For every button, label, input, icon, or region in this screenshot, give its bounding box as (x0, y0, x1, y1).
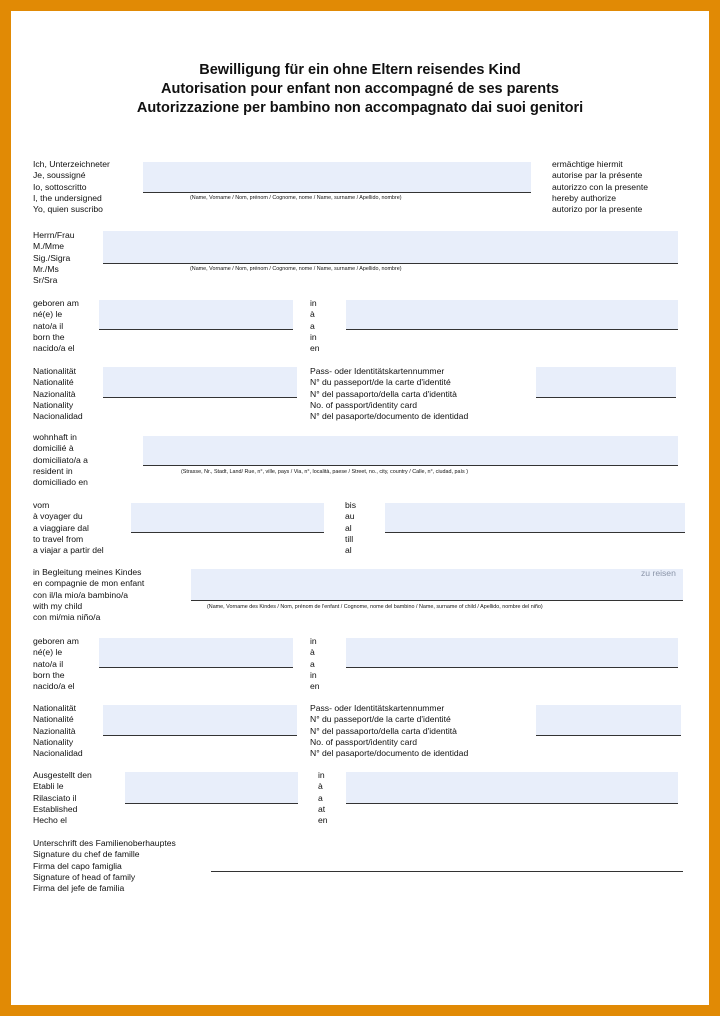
residence-field[interactable] (143, 436, 678, 466)
passport-field[interactable] (536, 367, 676, 398)
travel-from-field[interactable] (131, 503, 324, 533)
travel-to-labels: bis au al till al (345, 500, 356, 556)
child-nationality-field[interactable] (103, 705, 297, 736)
form-page (11, 11, 709, 1005)
nationality-labels: Nationalität Nationalité Nazionalità Nationality Nacionalidad (33, 366, 83, 422)
child-nationality-labels: Nationalität Nationalité Nazionalità Nationality Nacionalidad (33, 703, 83, 759)
undersigned-name-field[interactable] (143, 162, 531, 193)
born-in-labels: in à a in en (310, 298, 320, 354)
signature-line[interactable] (211, 871, 683, 872)
person-name-field[interactable] (103, 231, 678, 264)
person-labels: Herrn/Frau M./Mme Sig./Sigra Mr./Ms Sr/Sra (33, 230, 75, 286)
issued-date-field[interactable] (125, 772, 298, 804)
undersigned-name-hint: (Name, Vorname / Nom, prénom / Cognome, nome / Name, surname / Apellido, nombre) (190, 195, 402, 201)
child-born-place-field[interactable] (346, 638, 678, 668)
child-name-field[interactable] (191, 569, 683, 601)
born-place-field[interactable] (346, 300, 678, 330)
residence-hint: (Strasse, Nr., Stadt, Land/ Rue, n°, ville, pays / Via, n°, località, paese / Street, no., city, country / Calle, n°, ciudad, país ) (181, 469, 469, 475)
child-born-date-field[interactable] (99, 638, 293, 668)
child-suffix-text: zu reisen (641, 568, 676, 578)
person-name-hint: (Name, Vorname / Nom, prénom / Cognome, nome / Name, surname / Apellido, nombre) (190, 266, 402, 272)
residence-labels: wohnhaft in domicilié à domiciliato/a a resident in domiciliado en (33, 432, 88, 488)
child-passport-field[interactable] (536, 705, 681, 736)
authorize-labels: ermächtige hiermit autorise par la présente autorizzo con la presente hereby authorize autorizo por la presente (552, 159, 649, 215)
child-passport-labels: Pass- oder Identitätskartennummer N° du passeport/de la carte d'identité N° del passaporto/della carta d'identità No. of passport/identity card N° del pasaporte/documento de identidad (310, 703, 469, 759)
child-labels: in Begleitung meines Kindes en compagnie de mon enfant con il/la mio/a bambino/a with my child con mi/mia niño/a (33, 567, 145, 623)
passport-labels: Pass- oder Identitätskartennummer N° du passeport/de la carte d'identité N° del passaporto/della carta d'identità No. of passport/identity card N° del pasaporte/documento de identidad (310, 366, 469, 422)
title-fr: Autorisation pour enfant non accompagné de ses parents (160, 81, 559, 97)
title-de: Bewilligung für ein ohne Eltern reisendes Kind (199, 62, 521, 78)
travel-from-labels: vom à voyager du a viaggiare dal to travel from a viajar a partir del (33, 500, 104, 556)
born-labels: geboren am né(e) le nato/a il born the nacido/a el (33, 298, 79, 354)
issued-place-field[interactable] (346, 772, 678, 804)
nationality-field[interactable] (103, 367, 297, 398)
issued-in-labels: in à a at en (318, 770, 328, 826)
issued-labels: Ausgestellt den Etabli le Rilasciato il Established Hecho el (33, 770, 92, 826)
child-name-hint: (Name, Vorname des Kindes / Nom, prénom de l'enfant / Cognome, nome del bambino / Name, surname of child / Apellido, nombre del niño) (207, 604, 543, 610)
signature-labels: Unterschrift des Familienoberhauptes Signature du chef de famille Firma del capo famiglia Signature of head of family Firma del jefe de familia (33, 838, 176, 894)
born-date-field[interactable] (99, 300, 293, 330)
travel-to-field[interactable] (385, 503, 685, 533)
title-it: Autorizzazione per bambino non accompagnato dai suoi genitori (136, 100, 584, 116)
child-born-labels: geboren am né(e) le nato/a il born the nacido/a el (33, 636, 79, 692)
child-born-in-labels: in à a in en (310, 636, 320, 692)
undersigned-labels: Ich, Unterzeichneter Je, soussigné Io, sottoscritto I, the undersigned Yo, quien suscribo (33, 159, 110, 215)
